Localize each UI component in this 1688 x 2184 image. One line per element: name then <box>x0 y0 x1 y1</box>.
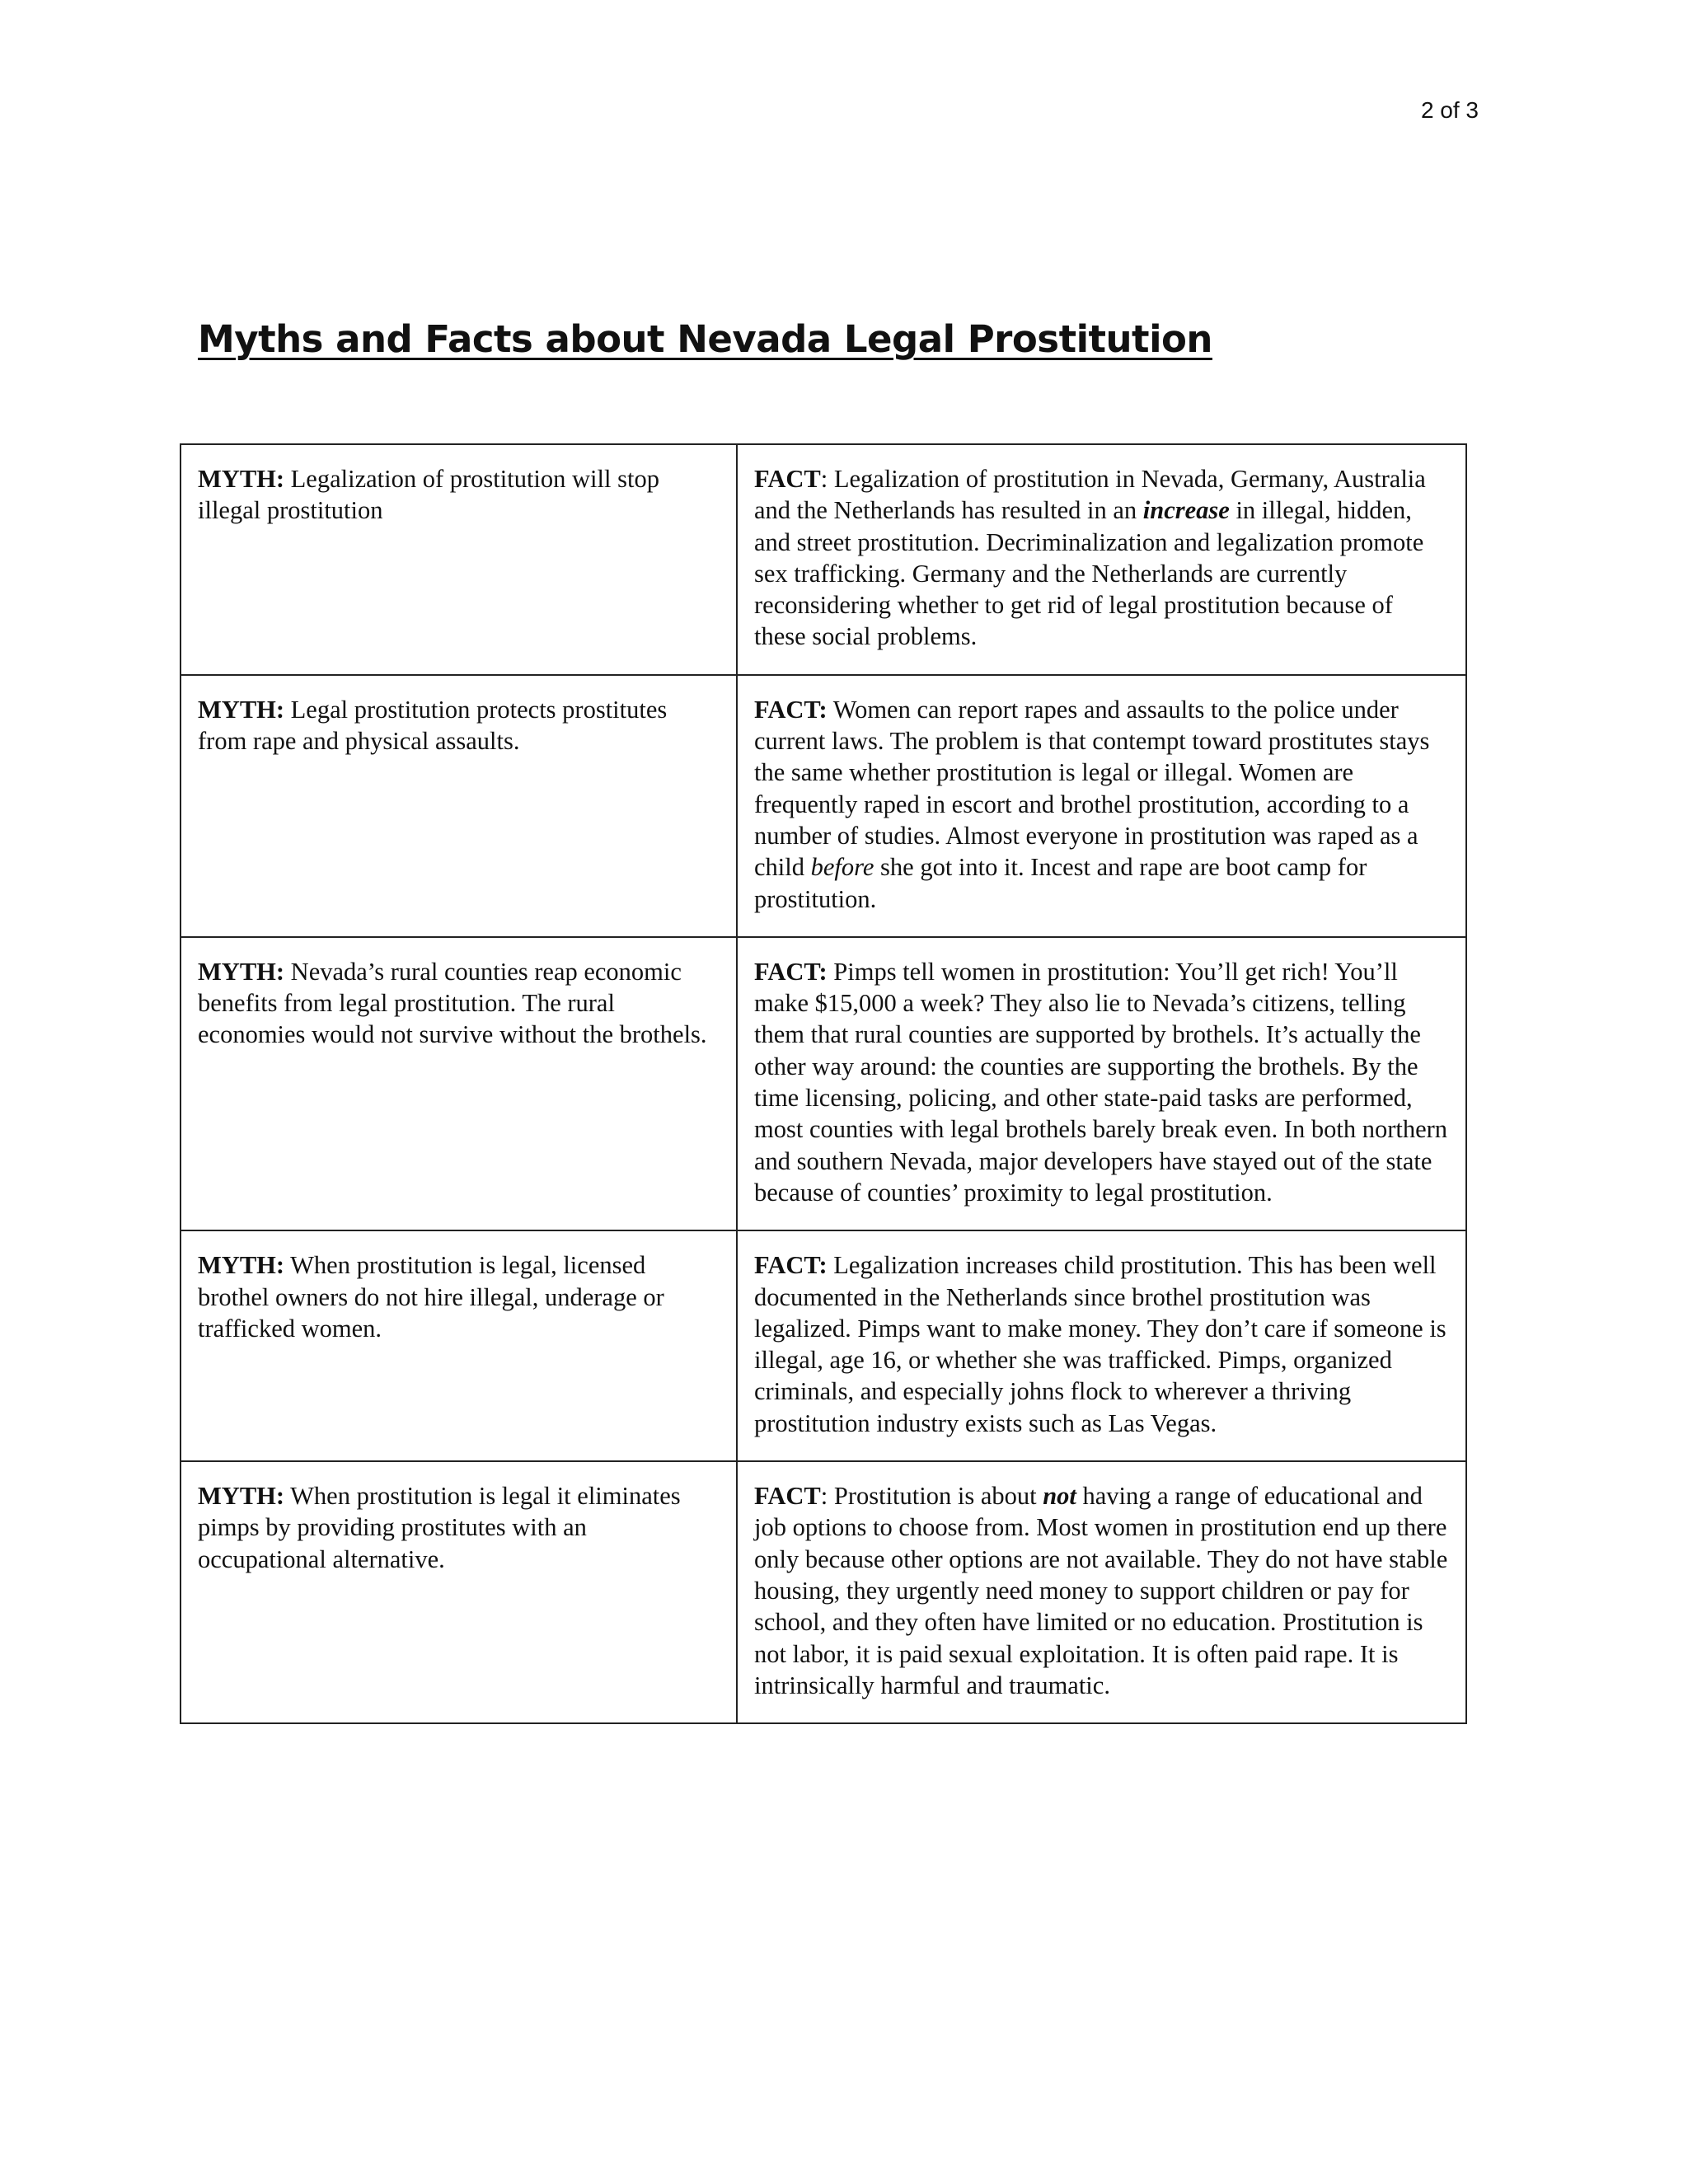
fact-label: FACT <box>754 465 821 493</box>
document-title: Myths and Facts about Nevada Legal Prostitution <box>198 317 1212 361</box>
fact-cell <box>737 675 1466 937</box>
table-row <box>181 937 1466 1230</box>
myth-cell <box>181 675 737 937</box>
fact-text: in illegal, hidden, and street prostitution. Decriminalization and legalization promote sex trafficking. Germany and the Netherlands are currently reconsidering whether to get rid of legal prostitution because of these social problems. <box>754 496 1424 651</box>
fact-label: FACT: <box>754 957 828 986</box>
fact-text: Pimps tell women in prostitution: You’ll get rich! You’ll make $15,000 a week? They also lie to Nevada’s citizens, telling them that rural counties are supported by brothels. It’s actually the other way around: the counties are supporting the brothels. By the time licensing, policing, and other state-paid tasks are performed, most counties with legal brothels barely break even. In both northern and southern Nevada, major developers have stayed out of the state because of counties’ proximity to legal prostitution. <box>754 957 1448 1207</box>
fact-emphasis: before <box>810 853 874 882</box>
myth-label: MYTH: <box>198 1251 285 1280</box>
fact-cell <box>737 444 1466 675</box>
myth-cell <box>181 1461 737 1723</box>
myth-text: Nevada’s rural counties reap economic benefits from legal prostitution. The rural economies would not survive without the brothels. <box>198 957 707 1049</box>
fact-label: FACT <box>754 1482 821 1511</box>
fact-text: Legalization increases child prostitution. This has been well documented in the Netherlands since brothel prostitution was legalized. Pimps want to make money. They don’t care if someone is illegal, age 16, or whether she was trafficked. Pimps, organized criminals, and especially johns flock to wherever a thriving prostitution industry exists such as Las Vegas. <box>754 1251 1447 1437</box>
myth-text: When prostitution is legal it eliminates pimps by providing prostitutes with an occupational alternative. <box>198 1482 681 1573</box>
myth-label: MYTH: <box>198 957 285 986</box>
table-row <box>181 1461 1466 1723</box>
fact-emphasis: increase <box>1142 496 1230 525</box>
page-number: 2 of 3 <box>1420 97 1479 123</box>
table-row <box>181 675 1466 937</box>
myth-label: MYTH: <box>198 1482 285 1511</box>
table-row <box>181 444 1466 675</box>
fact-cell <box>737 937 1466 1230</box>
fact-label: FACT: <box>754 1251 828 1280</box>
fact-text: : Legalization of prostitution in Nevada, Germany, Australia and the Netherlands has resulted in an <box>754 465 1426 525</box>
myth-text: When prostitution is legal, licensed brothel owners do not hire illegal, underage or trafficked women. <box>198 1251 664 1343</box>
myth-cell <box>181 1230 737 1461</box>
fact-text: having a range of educational and job options to choose from. Most women in prostitution end up there only because other options are not available. They do not have stable housing, they urgently need money to support children or pay for school, and they often have limited or no education. Prostitution is not labor, it is paid sexual exploitation. It is often paid rape. It is intrinsically harmful and traumatic. <box>754 1482 1448 1699</box>
table-row <box>181 1230 1466 1461</box>
fact-cell <box>737 1461 1466 1723</box>
fact-cell <box>737 1230 1466 1461</box>
myths-facts-table <box>180 443 1467 1724</box>
myth-label: MYTH: <box>198 695 285 724</box>
myth-cell <box>181 937 737 1230</box>
myth-text: Legalization of prostitution will stop illegal prostitution <box>198 465 659 525</box>
fact-text: she got into it. Incest and rape are boot camp for prostitution. <box>754 853 1367 913</box>
myth-cell <box>181 444 737 675</box>
fact-text: Women can report rapes and assaults to the police under current laws. The problem is that contempt toward prostitutes stays the same whether prostitution is legal or illegal. Women are frequently raped in escort and brothel prostitution, according to a number of studies. Almost everyone in prostitution was raped as a child <box>754 695 1430 882</box>
fact-emphasis: not <box>1043 1482 1076 1511</box>
myth-text: Legal prostitution protects prostitutes from rape and physical assaults. <box>198 695 668 756</box>
fact-label: FACT: <box>754 695 828 724</box>
myth-label: MYTH: <box>198 465 285 493</box>
fact-text: : Prostitution is about <box>820 1482 1043 1511</box>
